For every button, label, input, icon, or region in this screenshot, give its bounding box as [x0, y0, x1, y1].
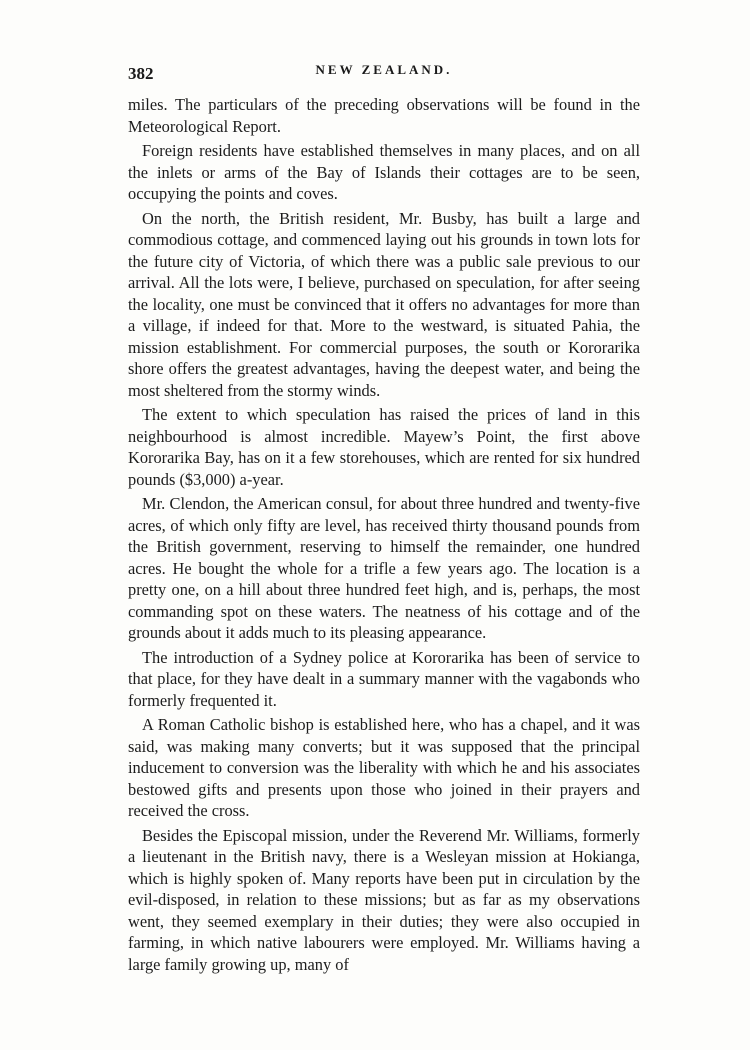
paragraph-clendon: Mr. Clendon, the American consul, for about three hundred and twenty-five acres, of which only fifty are level, has received thirty thousand pounds from the British government, reserving to himself the remainder, one hundred acres. He bought the whole for a trifle a few years ago. The location is a pretty one, on a hill about three hundred feet high, and is, perhaps, the most commanding spot on these waters. The neatness of his cottage and of the grounds about it adds much to its pleasing appearance. — [128, 494, 640, 642]
running-head — [128, 58, 640, 86]
paragraph-foreign-residents: Foreign residents have established themselves in many places, and on all the inlets or arms of the Bay of Islands their cottages are to be seen, occupying the points and coves. — [128, 141, 640, 203]
running-title: NEW ZEALAND. — [315, 62, 453, 77]
paragraph-british-resident: On the north, the British resident, Mr. Busby, has built a large and commodious cottage, and commenced laying out his grounds in town lots for the future city of Victoria, of which there was a public sale previous to our arrival. All the lots were, I believe, purchased on speculation, for after seeing the locality, one must be convinced that it offers no advantages for more than a village, if indeed for that. More to the westward, is situated Pahia, the mission establishment. For commercial purposes, the south or Kororarika shore offers the greatest advantages, having the deepest water, and being the most sheltered from the stormy winds. — [128, 208, 640, 400]
paragraph-speculation: The extent to which speculation has raised the prices of land in this neighbourhood is almost incredible. Mayew’s Point, the first above Kororarika Bay, has on it a few storehouses, which are rented for six hundred pounds ($3,000) a-year. — [128, 405, 640, 489]
paragraph-missions: Besides the Episcopal mission, under the Reverend Mr. Williams, formerly a lieutenant in the British navy, there is a Wesleyan mission at Hokianga, which is highly spoken of. Many reports have been put in circulation by the evil-disposed, in relation to these missions; but as far as my observations went, they seemed exemplary in their duties; they were also occupied in farming, in which native labourers were employed. Mr. Williams having a large family growing up, many of — [128, 825, 640, 974]
body-text — [128, 94, 640, 978]
paragraph-sydney-police: The introduction of a Sydney police at Kororarika has been of service to that place, for they have dealt in a summary manner with the vagabonds who formerly frequented it. — [128, 647, 640, 710]
paragraph-continuation: miles. The particulars of the preceding observations will be found in the Meteorological Report. — [128, 95, 640, 136]
page-number: 382 — [128, 64, 154, 83]
paragraph-catholic-bishop: A Roman Catholic bishop is established here, who has a chapel, and it was said, was making many converts; but it was supposed that the principal inducement to conversion was the liberality with which he and his associates bestowed gifts and presents upon those who joined in their prayers and received the cross. — [128, 715, 640, 820]
